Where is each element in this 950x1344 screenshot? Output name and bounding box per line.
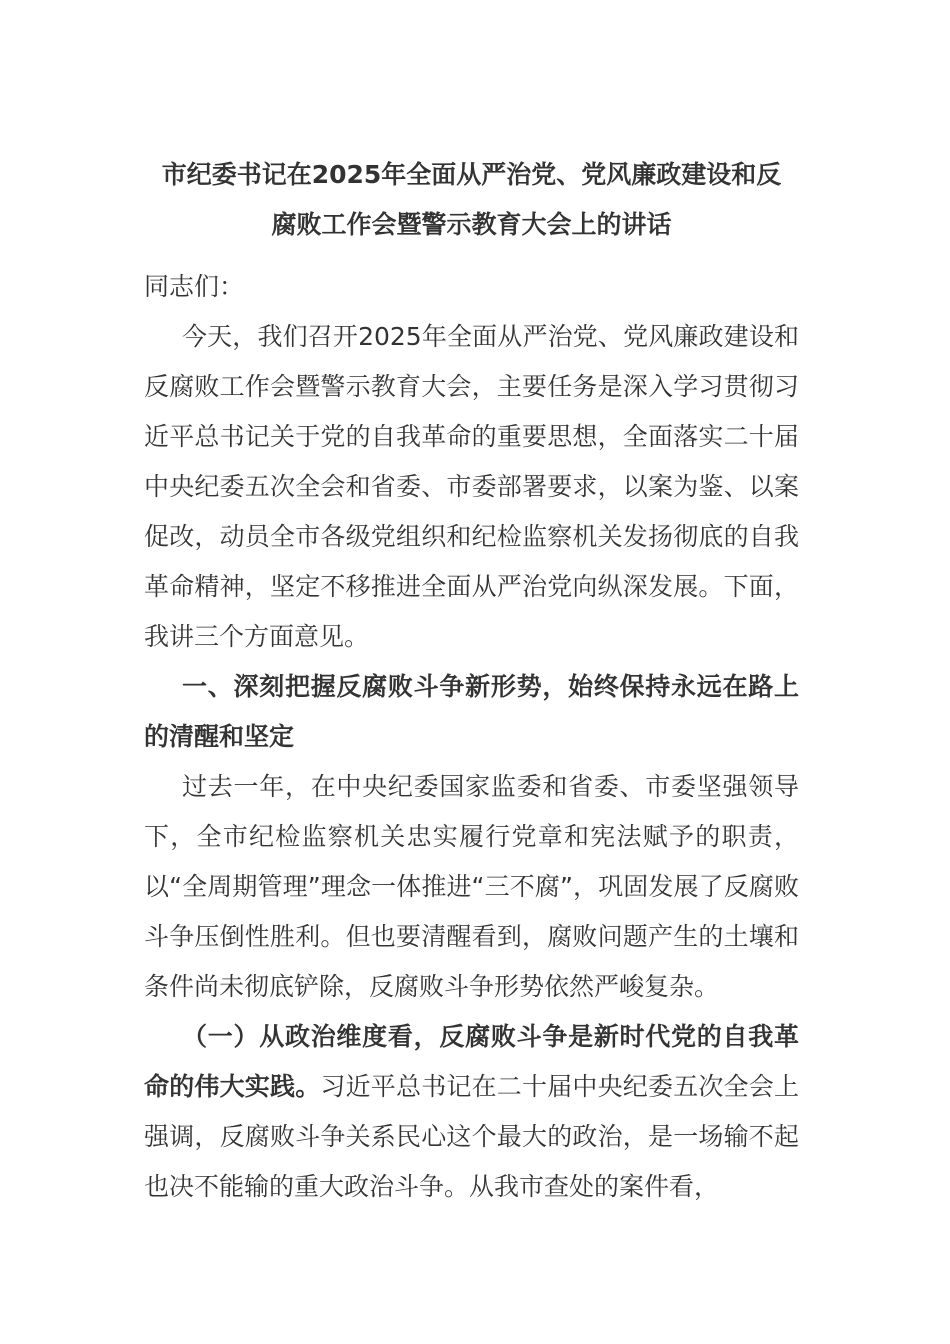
document-page bbox=[144, 150, 799, 1212]
subsection-1-paragraph bbox=[144, 1012, 799, 1212]
title-line-2: 腐败工作会暨警示教育大会上的讲话 bbox=[271, 210, 672, 239]
title-line-1: 市纪委书记在2025年全面从严治党、党风廉政建设和反 bbox=[161, 160, 782, 189]
subsection-1-text: 习近平总书记在二十届中央纪委五次全会上强调，反腐败斗争关系民心这个最大的政治，是一场输不起也决不能输的重大政治斗争。从我市查处的案件看， bbox=[144, 1072, 799, 1201]
subsection-1-lead: （一）从政治维度看，反腐败斗争是新时代党的自我革命的伟大实践。 bbox=[144, 1022, 799, 1101]
section-1-heading: 一、深刻把握反腐败斗争新形势，始终保持永远在路上的清醒和坚定 bbox=[144, 672, 799, 751]
salutation: 同志们： bbox=[144, 272, 245, 301]
section-1-paragraph: 过去一年，在中央纪委国家监委和省委、市委坚强领导下，全市纪检监察机关忠实履行党章和宪法赋予的职责，以“全周期管理”理念一体推进“三不腐”，巩固发展了反腐败斗争压倒性胜利。但也要清醒看到，腐败问题产生的土壤和条件尚未彻底铲除，反腐败斗争形势依然严峻复杂。 bbox=[144, 772, 799, 1001]
document-title bbox=[144, 150, 799, 250]
opening-paragraph: 今天，我们召开2025年全面从严治党、党风廉政建设和反腐败工作会暨警示教育大会，主要任务是深入学习贯彻习近平总书记关于党的自我革命的重要思想，全面落实二十届中央纪委五次全会和省委、市委部署要求，以案为鉴、以案促改，动员全市各级党组织和纪检监察机关发扬彻底的自我革命精神，坚定不移推进全面从严治党向纵深发展。下面，我讲三个方面意见。 bbox=[144, 322, 799, 651]
